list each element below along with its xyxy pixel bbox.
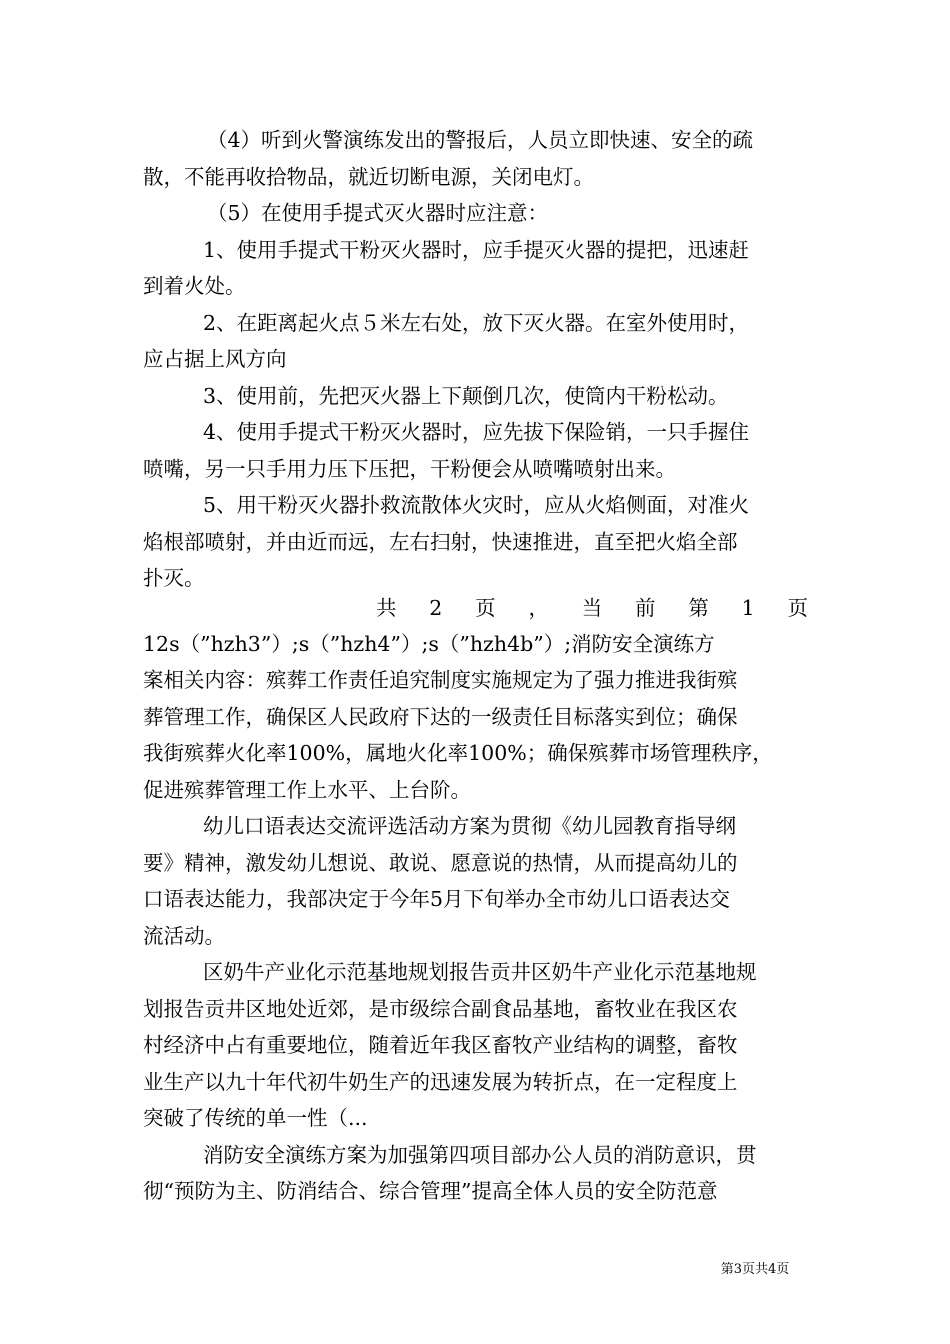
page-counter-char: ，	[528, 596, 549, 620]
page-footer: 第3页共4页	[720, 1262, 790, 1277]
text-line: 幼儿口语表达交流评选活动方案为贯彻《幼儿园教育指导纲	[203, 814, 736, 838]
text-line: 扑灭。	[143, 566, 205, 590]
page-counter-char: 1	[741, 596, 755, 620]
text-line: 区奶牛产业化示范基地规划报告贡井区奶牛产业化示范基地规	[203, 960, 757, 984]
text-line: 我街殡葬火化率100%，属地火化率100%；确保殡葬市场管理秩序，	[143, 741, 773, 765]
text-line: 应占据上风方向	[143, 347, 287, 371]
text-line: 5、用干粉灭火器扑救流散体火灾时，应从火焰侧面，对准火	[203, 493, 750, 517]
text-line: 消防安全演练方案为加强第四项目部办公人员的消防意识，贯	[203, 1143, 757, 1167]
page-counter	[376, 594, 808, 622]
page-counter-char: 第	[688, 596, 709, 620]
text-line: 到着火处。	[143, 274, 246, 298]
page-counter-char: 共	[376, 596, 397, 620]
text-line: 4、使用手提式干粉灭火器时，应先拔下保险销，一只手握住	[203, 420, 750, 444]
text-line: 要》精神，激发幼儿想说、敢说、愿意说的热情，从而提高幼儿的	[143, 851, 738, 875]
text-line: 散，不能再收拾物品，就近切断电源，关闭电灯。	[143, 165, 594, 189]
text-line: 业生产以九十年代初牛奶生产的迅速发展为转折点，在一定程度上	[143, 1070, 738, 1094]
page-counter-char: 当	[581, 596, 603, 620]
text-line: 3、使用前，先把灭火器上下颠倒几次，使筒内干粉松动。	[203, 384, 729, 408]
page-counter-char: 页	[787, 596, 808, 620]
text-line: 1、使用手提式干粉灭火器时，应手提灭火器的提把，迅速赶	[203, 238, 750, 262]
page-counter-char: 前	[635, 596, 656, 620]
text-line: 突破了传统的单一性（...	[143, 1106, 368, 1130]
page-counter-char: 页	[475, 596, 496, 620]
text-line: 彻“预防为主、防消结合、综合管理”提高全体人员的安全防范意	[143, 1179, 718, 1203]
text-line: 流活动。	[143, 924, 225, 948]
text-line: 12s（”hzh3”）;s（”hzh4”）;s（”hzh4b”）;消防安全演练方	[143, 632, 715, 656]
text-line: 口语表达能力，我部决定于今年5月下旬举办全市幼儿口语表达交	[143, 887, 731, 911]
text-line: 案相关内容：殡葬工作责任追究制度实施规定为了强力推进我街殡	[143, 668, 738, 692]
text-line: 促进殡葬管理工作上水平、上台阶。	[143, 778, 471, 802]
page-counter-char: 2	[429, 596, 443, 620]
text-line: 2、在距离起火点５米左右处，放下灭火器。在室外使用时，	[203, 311, 750, 335]
text-line: 村经济中占有重要地位，随着近年我区畜牧产业结构的调整，畜牧	[143, 1033, 738, 1057]
text-line: 划报告贡井区地处近郊，是市级综合副食品基地，畜牧业在我区农	[143, 997, 738, 1021]
text-line: 葬管理工作，确保区人民政府下达的一级责任目标落实到位；确保	[143, 705, 738, 729]
text-line: （4）听到火警演练发出的警报后，人员立即快速、安全的疏	[207, 128, 754, 152]
text-line: 焰根部喷射，并由近而远，左右扫射，快速推进，直至把火焰全部	[143, 530, 738, 554]
text-line: （5）在使用手提式灭火器时应注意：	[207, 201, 549, 225]
text-line: 喷嘴，另一只手用力压下压把，干粉便会从喷嘴喷射出来。	[143, 457, 676, 481]
